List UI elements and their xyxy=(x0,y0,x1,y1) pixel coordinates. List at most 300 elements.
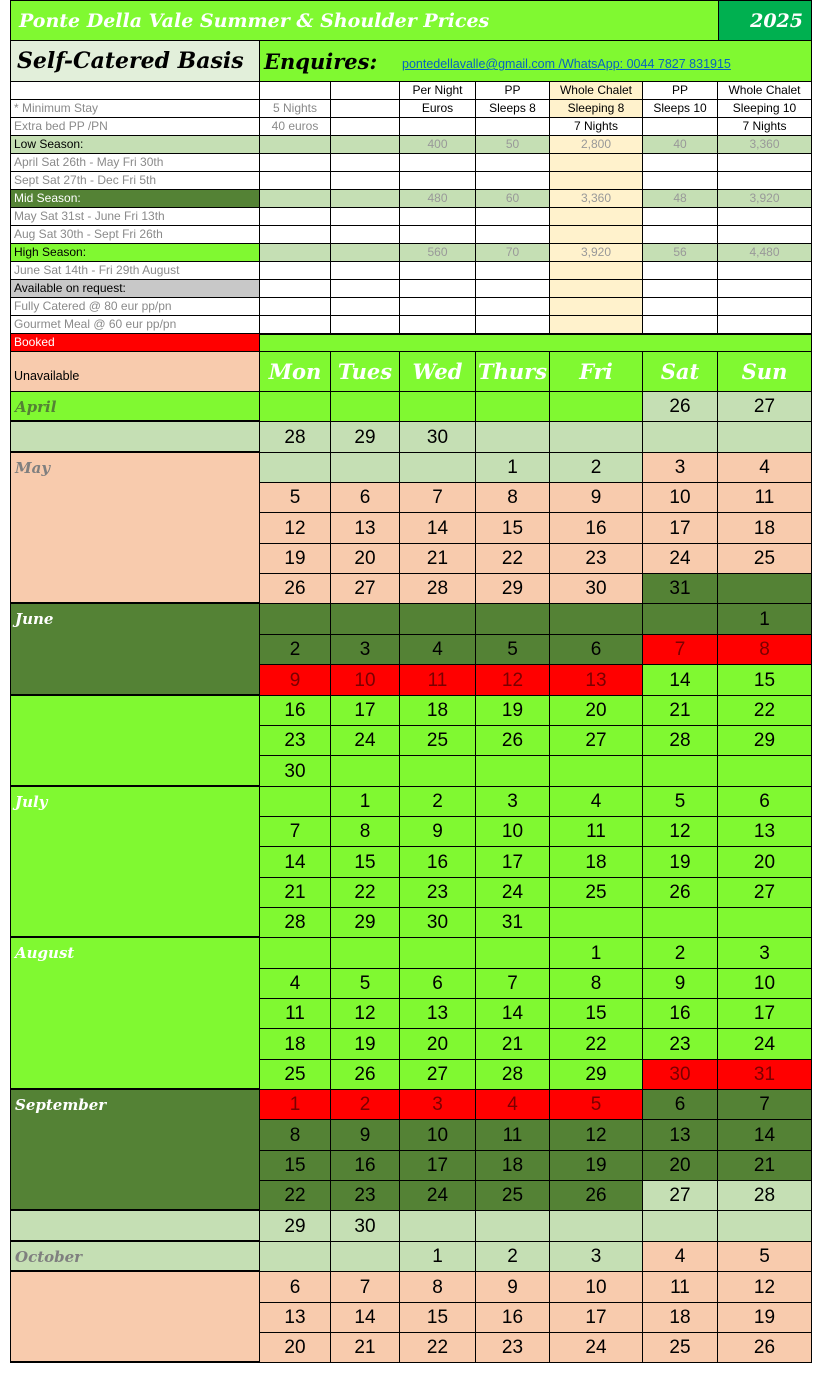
day-cell[interactable]: 10 xyxy=(643,483,718,513)
day-cell[interactable]: 16 xyxy=(643,999,718,1029)
day-cell[interactable]: 29 xyxy=(476,574,550,604)
empty-day-cell xyxy=(550,604,643,635)
empty-day-cell xyxy=(718,908,812,938)
price-row-label: Gourmet Meal @ 60 eur pp/pn xyxy=(10,316,260,334)
price-header-per-night: Per Night xyxy=(400,82,476,100)
day-cell[interactable]: 27 xyxy=(718,878,812,908)
day-cell[interactable]: 22 xyxy=(400,1333,476,1363)
day-cell[interactable]: 27 xyxy=(718,392,812,422)
day-cell[interactable]: 2 xyxy=(550,453,643,483)
empty-day-cell xyxy=(331,1242,400,1272)
day-cell[interactable]: 10 xyxy=(476,817,550,847)
day-cell[interactable]: 21 xyxy=(331,1333,400,1363)
price-cell-pp-10 xyxy=(643,154,718,172)
day-cell[interactable]: 25 xyxy=(718,544,812,574)
price-header-min-stay: 40 euros xyxy=(260,118,331,136)
price-cell-blank xyxy=(331,154,400,172)
day-cell[interactable]: 1 xyxy=(718,604,812,635)
day-cell[interactable]: 21 xyxy=(476,1029,550,1060)
day-cell[interactable]: 17 xyxy=(331,696,400,726)
price-row-label: Extra bed PP /PN xyxy=(10,118,260,136)
price-cell-chalet-8 xyxy=(550,298,643,316)
day-cell[interactable]: 29 xyxy=(331,422,400,453)
day-cell[interactable]: 28 xyxy=(260,908,331,938)
day-cell[interactable]: 18 xyxy=(718,513,812,544)
day-cell[interactable]: 4 xyxy=(260,969,331,999)
price-cell-pp-8 xyxy=(476,262,550,280)
day-cell[interactable]: 28 xyxy=(643,726,718,756)
empty-day-cell xyxy=(400,604,476,635)
day-cell[interactable]: 15 xyxy=(260,1151,331,1181)
day-cell[interactable]: 1 xyxy=(260,1090,331,1120)
year: 2025 xyxy=(750,10,803,32)
day-cell[interactable]: 2 xyxy=(331,1090,400,1120)
day-cell[interactable]: 26 xyxy=(476,726,550,756)
day-cell[interactable]: 22 xyxy=(331,878,400,908)
empty-day-cell xyxy=(476,392,550,422)
price-cell-pp-10 xyxy=(643,262,718,280)
day-cell[interactable]: 23 xyxy=(331,1181,400,1211)
day-cell[interactable]: 2 xyxy=(476,1242,550,1272)
basis-label: Self-Catered Basis xyxy=(10,41,260,82)
price-header-chalet-8: Sleeping 8 xyxy=(550,100,643,118)
day-cell[interactable]: 31 xyxy=(476,908,550,938)
day-cell[interactable]: 3 xyxy=(718,938,812,969)
day-cell[interactable]: 18 xyxy=(400,696,476,726)
price-cell-chalet-10 xyxy=(718,280,812,298)
day-cell[interactable]: 6 xyxy=(331,483,400,513)
day-cell[interactable]: 4 xyxy=(400,635,476,665)
day-cell[interactable]: 17 xyxy=(643,513,718,544)
day-cell[interactable]: 27 xyxy=(550,726,643,756)
day-cell[interactable]: 2 xyxy=(260,635,331,665)
day-cell[interactable]: 7 xyxy=(718,1090,812,1120)
day-cell[interactable]: 5 xyxy=(550,1090,643,1120)
day-cell[interactable]: 26 xyxy=(260,574,331,604)
price-cell-min-stay xyxy=(260,280,331,298)
day-cell[interactable]: 10 xyxy=(400,1120,476,1151)
day-cell[interactable]: 22 xyxy=(550,1029,643,1060)
price-cell-min-stay xyxy=(260,316,331,334)
day-cell[interactable]: 31 xyxy=(718,1060,812,1090)
day-cell[interactable]: 20 xyxy=(643,1151,718,1181)
day-cell[interactable]: 28 xyxy=(400,574,476,604)
price-cell-per-night xyxy=(400,298,476,316)
price-cell-pp-8 xyxy=(476,280,550,298)
day-cell[interactable]: 12 xyxy=(718,1272,812,1303)
day-cell[interactable]: 18 xyxy=(260,1029,331,1060)
empty-day-cell xyxy=(550,392,643,422)
price-cell-per-night xyxy=(400,280,476,298)
price-cell-pp-10 xyxy=(643,172,718,190)
price-cell-pp-10 xyxy=(643,226,718,244)
day-cell[interactable]: 11 xyxy=(400,665,476,696)
day-cell[interactable]: 27 xyxy=(331,574,400,604)
price-cell-blank xyxy=(331,244,400,262)
empty-day-cell xyxy=(260,392,331,422)
price-cell-chalet-8 xyxy=(550,154,643,172)
price-header-chalet-8: 7 Nights xyxy=(550,118,643,136)
empty-day-cell xyxy=(718,422,812,453)
month-label-june: June xyxy=(10,604,260,696)
price-cell-chalet-10: 3,920 xyxy=(718,190,812,208)
day-cell[interactable]: 1 xyxy=(400,1242,476,1272)
day-cell[interactable]: 12 xyxy=(476,665,550,696)
day-cell[interactable]: 21 xyxy=(643,696,718,726)
price-cell-pp-10 xyxy=(643,316,718,334)
day-cell[interactable]: 6 xyxy=(718,787,812,817)
day-cell[interactable]: 16 xyxy=(260,696,331,726)
empty-day-cell xyxy=(331,453,400,483)
day-cell[interactable]: 30 xyxy=(400,908,476,938)
price-cell-per-night xyxy=(400,262,476,280)
day-cell[interactable]: 13 xyxy=(331,513,400,544)
price-cell-pp-10 xyxy=(643,208,718,226)
empty-day-cell xyxy=(476,1211,550,1242)
day-cell[interactable]: 5 xyxy=(718,1242,812,1272)
price-cell-pp-8 xyxy=(476,208,550,226)
price-header-per-night: Euros xyxy=(400,100,476,118)
day-cell[interactable]: 25 xyxy=(476,1181,550,1211)
price-cell-chalet-8 xyxy=(550,208,643,226)
day-cell[interactable]: 23 xyxy=(260,726,331,756)
day-cell[interactable]: 26 xyxy=(550,1181,643,1211)
price-header-pp-8 xyxy=(476,118,550,136)
day-cell[interactable]: 28 xyxy=(476,1060,550,1090)
price-cell-pp-8 xyxy=(476,154,550,172)
day-cell[interactable]: 24 xyxy=(331,726,400,756)
day-cell[interactable]: 20 xyxy=(400,1029,476,1060)
month-label-spacer xyxy=(10,1272,260,1363)
empty-day-cell xyxy=(476,938,550,969)
day-header-thurs: Thurs xyxy=(476,352,550,392)
day-cell[interactable]: 25 xyxy=(550,878,643,908)
day-cell[interactable]: 4 xyxy=(476,1090,550,1120)
day-cell[interactable]: 7 xyxy=(331,1272,400,1303)
year-badge xyxy=(718,0,812,41)
price-cell-min-stay xyxy=(260,226,331,244)
day-cell[interactable]: 7 xyxy=(643,635,718,665)
day-cell[interactable]: 10 xyxy=(550,1272,643,1303)
price-cell-blank xyxy=(331,262,400,280)
day-cell[interactable]: 26 xyxy=(643,392,718,422)
enquiries-cell xyxy=(260,41,812,82)
day-cell[interactable]: 1 xyxy=(331,787,400,817)
price-cell-chalet-8 xyxy=(550,226,643,244)
day-cell[interactable]: 5 xyxy=(643,787,718,817)
day-cell[interactable]: 24 xyxy=(643,544,718,574)
day-cell[interactable]: 9 xyxy=(400,817,476,847)
day-cell[interactable]: 3 xyxy=(476,787,550,817)
day-cell[interactable]: 5 xyxy=(260,483,331,513)
day-cell[interactable]: 2 xyxy=(400,787,476,817)
day-cell[interactable]: 14 xyxy=(260,847,331,878)
price-header-pp-10 xyxy=(643,118,718,136)
price-header-chalet-10: Whole Chalet xyxy=(718,82,812,100)
day-cell[interactable]: 20 xyxy=(260,1333,331,1363)
day-cell[interactable]: 9 xyxy=(331,1120,400,1151)
day-cell[interactable]: 20 xyxy=(718,847,812,878)
day-cell[interactable]: 16 xyxy=(331,1151,400,1181)
price-header-blank xyxy=(331,82,400,100)
contact-link[interactable]: pontedellavalle@gmail.com /WhatsApp: 0044 7827 831915 xyxy=(402,57,731,71)
price-cell-pp-8 xyxy=(476,316,550,334)
price-cell-chalet-10 xyxy=(718,298,812,316)
day-cell[interactable]: 29 xyxy=(331,908,400,938)
day-cell[interactable]: 23 xyxy=(476,1333,550,1363)
price-cell-pp-10: 56 xyxy=(643,244,718,262)
day-cell[interactable]: 23 xyxy=(550,544,643,574)
price-cell-pp-8: 50 xyxy=(476,136,550,154)
day-cell[interactable]: 6 xyxy=(643,1090,718,1120)
day-cell[interactable]: 3 xyxy=(550,1242,643,1272)
day-cell[interactable]: 31 xyxy=(643,574,718,604)
day-cell[interactable]: 29 xyxy=(550,1060,643,1090)
day-cell[interactable]: 23 xyxy=(643,1029,718,1060)
day-cell[interactable]: 20 xyxy=(331,544,400,574)
day-cell[interactable]: 4 xyxy=(718,453,812,483)
day-cell[interactable]: 22 xyxy=(260,1181,331,1211)
price-cell-blank xyxy=(331,226,400,244)
day-cell[interactable]: 11 xyxy=(718,483,812,513)
day-cell[interactable]: 14 xyxy=(476,999,550,1029)
day-cell[interactable]: 1 xyxy=(550,938,643,969)
price-cell-chalet-8 xyxy=(550,262,643,280)
day-cell[interactable]: 14 xyxy=(718,1120,812,1151)
price-cell-chalet-8: 2,800 xyxy=(550,136,643,154)
day-cell[interactable]: 19 xyxy=(260,544,331,574)
price-header-chalet-10: 7 Nights xyxy=(718,118,812,136)
day-cell[interactable]: 25 xyxy=(643,1333,718,1363)
season-label: High Season: xyxy=(10,244,260,262)
day-cell[interactable]: 7 xyxy=(476,969,550,999)
day-cell[interactable]: 10 xyxy=(718,969,812,999)
month-label-october: October xyxy=(10,1242,260,1272)
day-cell[interactable]: 28 xyxy=(260,422,331,453)
day-cell[interactable]: 10 xyxy=(331,665,400,696)
day-cell[interactable]: 22 xyxy=(476,544,550,574)
day-cell[interactable]: 21 xyxy=(260,878,331,908)
day-cell[interactable]: 16 xyxy=(476,1303,550,1333)
day-cell[interactable]: 3 xyxy=(331,635,400,665)
day-cell[interactable]: 24 xyxy=(476,878,550,908)
day-cell[interactable]: 30 xyxy=(400,422,476,453)
day-cell[interactable]: 19 xyxy=(643,847,718,878)
empty-day-cell xyxy=(643,1211,718,1242)
day-cell[interactable]: 26 xyxy=(331,1060,400,1090)
day-header-sat: Sat xyxy=(643,352,718,392)
day-cell[interactable]: 21 xyxy=(718,1151,812,1181)
empty-day-cell xyxy=(643,422,718,453)
price-header-blank xyxy=(331,118,400,136)
price-cell-min-stay xyxy=(260,262,331,280)
day-cell[interactable]: 8 xyxy=(718,635,812,665)
day-cell[interactable]: 16 xyxy=(400,847,476,878)
month-label-may: May xyxy=(10,453,260,604)
day-cell[interactable]: 4 xyxy=(643,1242,718,1272)
price-header-min-stay xyxy=(260,82,331,100)
empty-day-cell xyxy=(476,756,550,787)
day-cell[interactable]: 15 xyxy=(476,513,550,544)
day-cell[interactable]: 27 xyxy=(643,1181,718,1211)
day-cell[interactable]: 1 xyxy=(476,453,550,483)
day-cell[interactable]: 26 xyxy=(643,878,718,908)
day-cell[interactable]: 17 xyxy=(400,1151,476,1181)
empty-day-cell xyxy=(476,422,550,453)
day-cell[interactable]: 18 xyxy=(643,1303,718,1333)
day-cell[interactable]: 8 xyxy=(260,1120,331,1151)
month-label-spacer xyxy=(10,422,260,453)
day-cell[interactable]: 9 xyxy=(550,483,643,513)
day-cell[interactable]: 7 xyxy=(400,483,476,513)
price-cell-chalet-10 xyxy=(718,262,812,280)
day-cell[interactable]: 8 xyxy=(331,817,400,847)
empty-day-cell xyxy=(550,422,643,453)
day-cell[interactable]: 17 xyxy=(718,999,812,1029)
day-cell[interactable]: 14 xyxy=(400,513,476,544)
day-cell[interactable]: 30 xyxy=(260,756,331,787)
day-cell[interactable]: 12 xyxy=(260,513,331,544)
day-cell[interactable]: 14 xyxy=(643,665,718,696)
empty-day-cell xyxy=(400,938,476,969)
title-bar xyxy=(10,0,718,41)
price-header-pp-8: Sleeps 8 xyxy=(476,100,550,118)
price-cell-per-night xyxy=(400,208,476,226)
day-cell[interactable]: 8 xyxy=(476,483,550,513)
day-cell[interactable]: 25 xyxy=(400,726,476,756)
price-cell-per-night xyxy=(400,154,476,172)
price-header-pp-10: Sleeps 10 xyxy=(643,100,718,118)
month-label-spacer xyxy=(10,696,260,787)
day-cell[interactable]: 15 xyxy=(331,847,400,878)
day-cell[interactable]: 19 xyxy=(476,696,550,726)
day-cell[interactable]: 19 xyxy=(331,1029,400,1060)
price-header-chalet-8: Whole Chalet xyxy=(550,82,643,100)
month-label-spacer xyxy=(10,1211,260,1242)
day-cell[interactable]: 23 xyxy=(400,878,476,908)
day-cell[interactable]: 27 xyxy=(400,1060,476,1090)
day-cell[interactable]: 16 xyxy=(550,513,643,544)
month-label-august: August xyxy=(10,938,260,1090)
day-cell[interactable]: 3 xyxy=(400,1090,476,1120)
day-cell[interactable]: 24 xyxy=(550,1333,643,1363)
day-cell[interactable]: 18 xyxy=(550,847,643,878)
price-cell-pp-8: 70 xyxy=(476,244,550,262)
empty-day-cell xyxy=(718,756,812,787)
enquires-label: Enquires: xyxy=(264,49,378,74)
price-header-pp-10: PP xyxy=(643,82,718,100)
day-cell[interactable]: 25 xyxy=(260,1060,331,1090)
day-cell[interactable]: 13 xyxy=(550,665,643,696)
day-cell[interactable]: 2 xyxy=(643,938,718,969)
day-cell[interactable]: 6 xyxy=(260,1272,331,1303)
day-cell[interactable]: 24 xyxy=(718,1029,812,1060)
day-cell[interactable]: 5 xyxy=(331,969,400,999)
day-cell[interactable]: 5 xyxy=(476,635,550,665)
day-cell[interactable]: 13 xyxy=(400,999,476,1029)
day-cell[interactable]: 11 xyxy=(643,1272,718,1303)
day-cell[interactable]: 9 xyxy=(476,1272,550,1303)
day-cell[interactable]: 8 xyxy=(400,1272,476,1303)
empty-day-cell xyxy=(476,604,550,635)
price-header-blank xyxy=(331,100,400,118)
day-cell[interactable]: 13 xyxy=(718,817,812,847)
empty-day-cell xyxy=(550,908,643,938)
day-cell[interactable]: 7 xyxy=(260,817,331,847)
booked-legend-band xyxy=(260,334,812,352)
day-cell[interactable]: 18 xyxy=(476,1151,550,1181)
day-cell[interactable]: 6 xyxy=(550,635,643,665)
price-cell-pp-10 xyxy=(643,280,718,298)
empty-day-cell xyxy=(718,1211,812,1242)
day-cell[interactable]: 4 xyxy=(550,787,643,817)
day-cell[interactable]: 30 xyxy=(643,1060,718,1090)
day-cell[interactable]: 8 xyxy=(550,969,643,999)
day-cell[interactable]: 9 xyxy=(643,969,718,999)
price-cell-per-night xyxy=(400,316,476,334)
empty-day-cell xyxy=(260,604,331,635)
day-cell[interactable]: 9 xyxy=(260,665,331,696)
day-cell[interactable]: 17 xyxy=(550,1303,643,1333)
day-cell[interactable]: 13 xyxy=(260,1303,331,1333)
day-cell[interactable]: 11 xyxy=(260,999,331,1029)
price-row-label: Sept Sat 27th - Dec Fri 5th xyxy=(10,172,260,190)
day-cell[interactable]: 13 xyxy=(643,1120,718,1151)
day-cell[interactable]: 3 xyxy=(643,453,718,483)
day-header-sun: Sun xyxy=(718,352,812,392)
price-cell-pp-10: 40 xyxy=(643,136,718,154)
price-cell-chalet-10: 3,360 xyxy=(718,136,812,154)
price-cell-chalet-10 xyxy=(718,154,812,172)
day-header-fri: Fri xyxy=(550,352,643,392)
price-cell-chalet-10 xyxy=(718,172,812,190)
day-cell[interactable]: 19 xyxy=(718,1303,812,1333)
empty-day-cell xyxy=(260,787,331,817)
day-cell[interactable]: 19 xyxy=(550,1151,643,1181)
day-cell[interactable]: 21 xyxy=(400,544,476,574)
price-row-label: May Sat 31st - June Fri 13th xyxy=(10,208,260,226)
day-cell[interactable]: 28 xyxy=(718,1181,812,1211)
empty-day-cell xyxy=(331,392,400,422)
price-row-label: * Minimum Stay xyxy=(10,100,260,118)
day-cell[interactable]: 12 xyxy=(643,817,718,847)
day-cell[interactable]: 17 xyxy=(476,847,550,878)
empty-day-cell xyxy=(331,938,400,969)
day-cell[interactable]: 30 xyxy=(331,1211,400,1242)
day-cell[interactable]: 15 xyxy=(550,999,643,1029)
price-header-chalet-10: Sleeping 10 xyxy=(718,100,812,118)
price-cell-pp-8 xyxy=(476,226,550,244)
day-cell[interactable]: 29 xyxy=(718,726,812,756)
day-cell[interactable]: 24 xyxy=(400,1181,476,1211)
day-cell[interactable]: 15 xyxy=(400,1303,476,1333)
empty-day-cell xyxy=(400,756,476,787)
empty-day-cell xyxy=(331,604,400,635)
price-cell-per-night xyxy=(400,172,476,190)
day-cell[interactable]: 15 xyxy=(718,665,812,696)
day-cell[interactable]: 11 xyxy=(476,1120,550,1151)
day-cell[interactable]: 14 xyxy=(331,1303,400,1333)
day-cell[interactable]: 22 xyxy=(718,696,812,726)
day-cell[interactable]: 6 xyxy=(400,969,476,999)
day-cell[interactable]: 26 xyxy=(718,1333,812,1363)
day-cell[interactable]: 29 xyxy=(260,1211,331,1242)
day-cell[interactable]: 20 xyxy=(550,696,643,726)
day-cell[interactable]: 12 xyxy=(331,999,400,1029)
day-cell[interactable]: 11 xyxy=(550,817,643,847)
day-cell[interactable]: 30 xyxy=(550,574,643,604)
day-cell[interactable]: 12 xyxy=(550,1120,643,1151)
